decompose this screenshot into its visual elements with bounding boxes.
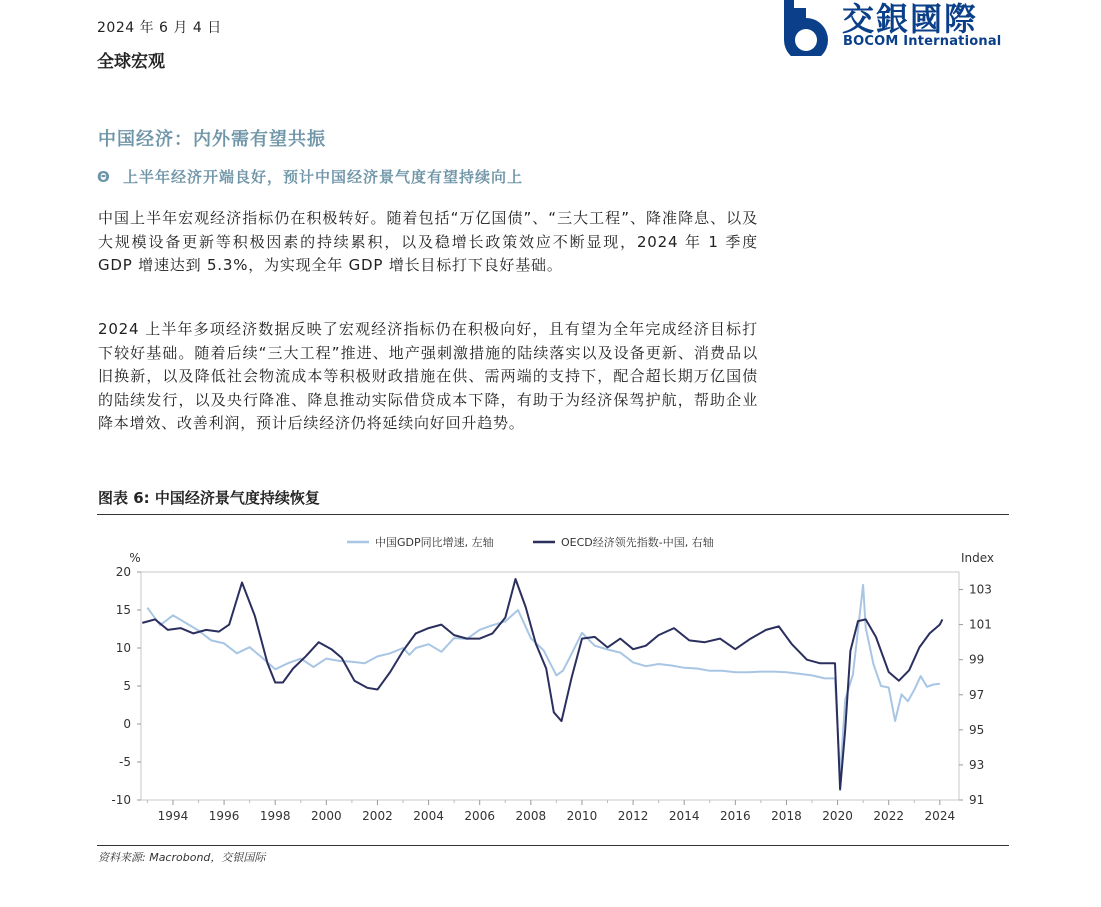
figure-bottom-rule [97, 845, 1009, 846]
x-tick-label: 2004 [413, 809, 444, 823]
chart-series-lines [142, 579, 942, 790]
left-tick-label: 10 [115, 641, 131, 655]
report-date: 2024 年 6 月 4 日 [97, 20, 222, 36]
left-tick-label: 20 [115, 565, 131, 579]
right-tick-label: 101 [969, 617, 992, 632]
right-tick-label: 95 [969, 722, 985, 737]
left-tick-label: 15 [115, 603, 131, 617]
right-tick-label: 97 [969, 687, 985, 702]
x-tick-label: 1996 [208, 809, 240, 823]
figure-title: 图表 6: 中国经济景气度持续恢复 [98, 489, 320, 507]
section-heading: 中国经济：内外需有望共振 [98, 129, 326, 150]
x-tick-label: 2002 [362, 809, 393, 823]
legend-oecd-label: OECD经济领先指数-中国, 右轴 [561, 536, 714, 549]
right-tick-label: 103 [969, 582, 992, 597]
x-tick-label: 2006 [464, 809, 495, 823]
x-tick-label: 1994 [157, 809, 189, 823]
right-tick-label: 91 [969, 793, 985, 807]
left-tick-label: -10 [111, 793, 131, 807]
logo-english-name: BOCOM International [843, 34, 1002, 49]
source-note: 资料来源: Macrobond，交银国际 [98, 851, 266, 864]
left-axis-label: % [129, 551, 141, 565]
sub-heading-text: 上半年经济开端良好，预计中国经济景气度有望持续向上 [123, 168, 524, 186]
chart-legend [347, 535, 714, 549]
paragraph-1: 中国上半年宏观经济指标仍在积极转好。随着包括“万亿国债”、“三大工程”、降准降息、以及大规模设备更新等积极因素的持续累积，以及稳增长政策效应不断显现，2024 年 1 季度 GDP 增速达到 5.3%，为实现全年 GDP 增长目标打下良好基础。 [98, 209, 758, 274]
right-axis-label: Index [961, 551, 995, 565]
line-chart [97, 520, 1009, 840]
logo-chinese-name: 交銀國際 [842, 0, 979, 38]
paragraph-2: 2024 上半年多项经济数据反映了宏观经济指标仍在积极向好，且有望为全年完成经济目标打下较好基础。随着后续“三大工程”推进、地产强刺激措施的陆续落实以及设备更新、消费品以旧换新，以及降低社会物流成本等积极财政措施在供、需两端的支持下，配合超长期万亿国债的陆续发行，以及央行降准、降息推动实际借贷成本下降，有助于为经济保驾护航，帮助企业降本增效、改善利润，预计后续经济仍将延续向好回升趋势。 [98, 320, 758, 432]
x-tick-label: 2012 [617, 809, 649, 823]
x-tick-label: 2010 [566, 809, 598, 823]
gdp-growth-line [147, 585, 939, 776]
right-tick-label: 99 [969, 652, 985, 667]
bocom-logo-icon [776, 0, 836, 56]
x-tick-label: 2000 [311, 809, 342, 823]
bullet-icon: Θ [97, 168, 111, 186]
x-tick-label: 2008 [515, 809, 547, 823]
oecd-leading-index-line [142, 579, 942, 790]
report-section: 全球宏观 [97, 52, 165, 72]
x-tick-label: 2022 [873, 809, 904, 823]
sub-heading [97, 166, 523, 187]
figure-top-rule [97, 514, 1009, 515]
x-tick-label: 2016 [720, 809, 751, 823]
x-tick-label: 2024 [924, 809, 956, 823]
right-tick-label: 93 [969, 757, 985, 772]
x-tick-label: 2018 [771, 809, 802, 823]
x-tick-label: 2014 [668, 809, 700, 823]
left-tick-label: 5 [123, 679, 131, 693]
left-tick-label: 0 [123, 717, 131, 731]
left-tick-label: -5 [119, 755, 131, 769]
x-tick-label: 2020 [822, 809, 853, 823]
legend-gdp-label: 中国GDP同比增速, 左轴 [375, 536, 494, 549]
x-tick-label: 1998 [259, 809, 291, 823]
